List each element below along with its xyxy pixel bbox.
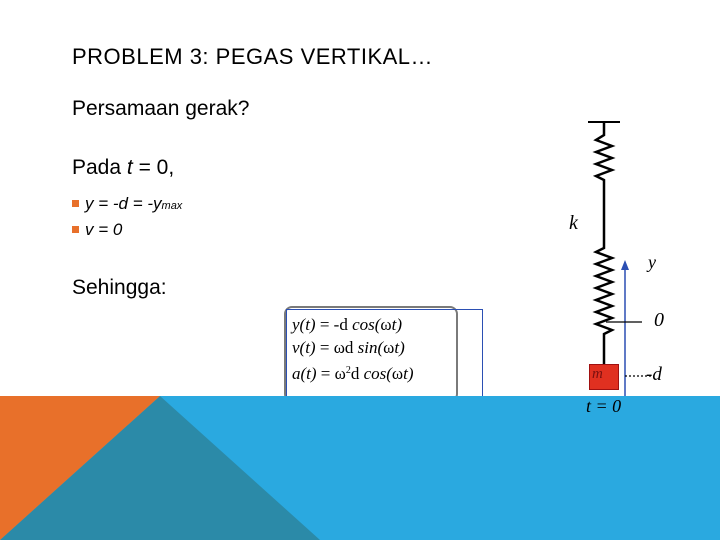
- eq-v-end: t): [394, 338, 405, 357]
- eq-a-end: t): [403, 364, 414, 383]
- eq-a-d: d: [350, 364, 364, 383]
- mass-label: m: [592, 366, 603, 382]
- eq-v-left: v(t): [292, 338, 316, 357]
- eq-v-w: ω: [333, 338, 345, 357]
- condition-prefix: Pada: [72, 156, 127, 179]
- eq-a-fn: cos(: [363, 364, 392, 383]
- question-text: Persamaan gerak?: [72, 97, 250, 120]
- condition-suffix: = 0,: [132, 156, 175, 179]
- eq-y-end: t): [391, 315, 403, 334]
- eq-v-mid: =: [315, 338, 334, 357]
- eq-a-left: a(t): [292, 364, 317, 383]
- zero-label: 0: [654, 309, 664, 331]
- conclusion-text: Sehingga:: [72, 276, 167, 299]
- eq-y-w: ω: [380, 315, 392, 334]
- bullet-position-sub: max: [161, 200, 183, 212]
- time-label: t = 0: [586, 396, 622, 416]
- decorative-bottom-band: [0, 396, 720, 540]
- eq-y-mid: = -d: [315, 315, 353, 334]
- eq-a-mid: =: [316, 364, 335, 383]
- eq-v-d: d: [344, 338, 358, 357]
- eq-v-w2: ω: [383, 338, 395, 357]
- spring-icon: [596, 122, 612, 364]
- slide-title: PROBLEM 3: PEGAS VERTIKAL…: [72, 44, 434, 69]
- eq-a-pow: 2: [345, 365, 351, 376]
- eq-a-w: ω: [334, 364, 346, 383]
- spring-constant-label: k: [569, 212, 578, 234]
- bottom-band-shapes: [0, 396, 720, 540]
- minus-d-label: -d: [646, 364, 662, 385]
- eq-y-fn: cos(: [352, 315, 381, 334]
- bullet-position-text: y = -d = -y: [85, 194, 162, 213]
- eq-a-w2: ω: [391, 364, 404, 383]
- eq-y-left: y(t): [292, 315, 316, 334]
- y-axis-label: y: [648, 252, 656, 272]
- bullet-velocity-text: v = 0: [85, 220, 123, 239]
- y-axis-arrow-icon: [621, 260, 629, 270]
- condition-var: t: [126, 156, 133, 179]
- eq-v-fn: sin(: [357, 338, 384, 357]
